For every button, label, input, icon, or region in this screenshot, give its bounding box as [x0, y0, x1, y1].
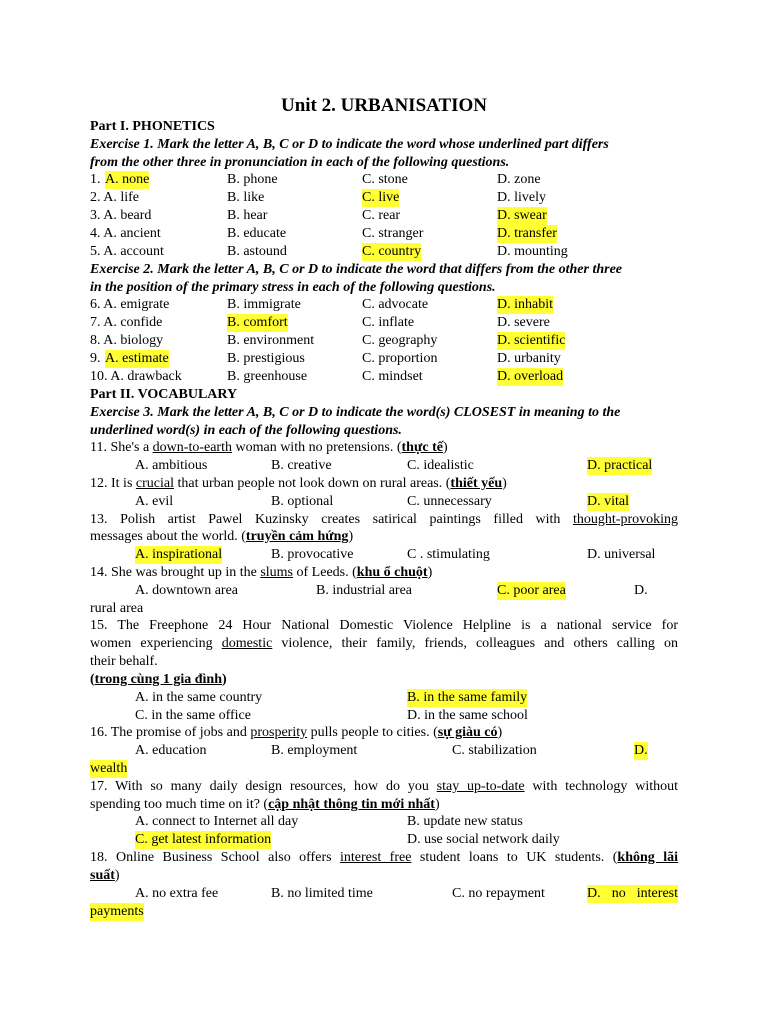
question-17-stem: 17. With so many daily design resources, how do you stay up-to-date with technology without — [90, 779, 678, 794]
option-9a-answer: A. estimate — [105, 351, 169, 366]
question-16-options-cont — [90, 760, 678, 778]
question-15-translation: (trong cùng 1 gia đình) — [90, 672, 227, 687]
exercise-1-instruction-cont: from the other three in pronunciation in each of the following questions. — [90, 155, 510, 170]
question-18-stem: 18. Online Business School also offers interest free student loans to UK students. (không lãi — [90, 850, 679, 865]
question-9: 9. A. estimate B. prestigious C. proportion D. urbanity — [90, 351, 561, 366]
question-15-options-row1: A. in the same country B. in the same family — [135, 690, 528, 705]
question-17-options-row1: A. connect to Internet all day B. update new status — [135, 814, 523, 829]
question-3: 3. A. beard B. hear C. rear D. swear — [90, 208, 547, 223]
exercise-2-instruction: Exercise 2. Mark the letter A, B, C or D to indicate the word that differs from the other three — [90, 262, 623, 277]
question-5: 5. A. account B. astound C. country D. mounting — [90, 244, 568, 259]
question-4: 4. A. ancient B. educate C. stranger D. transfer — [90, 226, 557, 241]
option-17c-answer: C. get latest information — [135, 832, 272, 847]
option-8d-answer: D. scientific — [497, 333, 566, 348]
option-18d-answer: D. no interest — [587, 886, 678, 901]
question-15-options-row2: C. in the same office D. in the same school — [135, 708, 528, 723]
question-2: 2. A. life B. like C. live D. lively — [90, 190, 546, 205]
question-17-stem-cont: spending too much time on it? (cập nhật thông tin mới nhất) — [90, 797, 440, 812]
exercise-3-instruction-cont: underlined word(s) in each of the following questions. — [90, 423, 402, 438]
option-3d-answer: D. swear — [497, 208, 547, 223]
option-7b-answer: B. comfort — [227, 315, 288, 330]
question-11-stem: 11. She's a down-to-earth woman with no pretensions. (thực tế) — [90, 440, 448, 455]
question-13-stem-cont: messages about the world. (truyền cảm hứng) — [90, 529, 354, 544]
question-14-options-cont: rural area — [90, 601, 144, 616]
question-6: 6. A. emigrate B. immigrate C. advocate D. inhabit — [90, 297, 553, 312]
option-2c-answer: C. live — [362, 190, 400, 205]
option-16d-answer-cont: wealth — [90, 761, 128, 776]
question-8: 8. A. biology B. environment C. geography D. scientific — [90, 333, 566, 348]
question-13-stem: 13. Polish artist Pawel Kuzinsky creates satirical paintings filled with thought-provoking — [90, 512, 678, 527]
page-title: Unit 2. URBANISATION — [280, 95, 488, 116]
part-1-heading: Part I. PHONETICS — [90, 119, 215, 134]
question-18-options: A. no extra fee B. no limited time C. no repayment D. no interest — [135, 886, 678, 901]
exercise-1-instruction: Exercise 1. Mark the letter A, B, C or D to indicate the word whose underlined part differs — [90, 137, 609, 152]
question-12-stem: 12. It is crucial that urban people not look down on rural areas. (thiết yếu) — [90, 476, 507, 491]
option-10d-answer: D. overload — [497, 369, 564, 384]
question-15-stem-end: their behalf. — [90, 654, 158, 669]
option-5c-answer: C. country — [362, 244, 422, 259]
option-1a-answer: A. none — [105, 172, 150, 187]
question-1: 1. A. none B. phone C. stone D. zone — [90, 172, 541, 187]
question-14-stem: 14. She was brought up in the slums of Leeds. (khu ổ chuột) — [90, 565, 433, 580]
question-13-options: A. inspirational B. provocative C . stimulating D. universal — [135, 547, 656, 562]
option-16d-answer: D. — [634, 743, 648, 758]
question-16-stem: 16. The promise of jobs and prosperity pulls people to cities. (sự giàu có) — [90, 725, 503, 740]
question-10: 10. A. drawback B. greenhouse C. mindset D. overload — [90, 369, 564, 384]
question-18-stem-cont: suất) — [90, 868, 120, 883]
question-15-stem-cont: women experiencing domestic violence, their family, friends, colleagues and others calling on — [90, 636, 679, 651]
question-11-options: A. ambitious B. creative C. idealistic D. practical — [135, 458, 653, 473]
option-4d-answer: D. transfer — [497, 226, 557, 241]
question-12-options: A. evil B. optional C. unnecessary D. vital — [135, 494, 629, 509]
question-16-options: A. education B. employment C. stabilization D. — [135, 743, 648, 758]
exercise-3-instruction: Exercise 3. Mark the letter A, B, C or D to indicate the word(s) CLOSEST in meaning to the — [90, 405, 621, 420]
exercise-2-instruction-cont: in the position of the primary stress in each of the following questions. — [90, 280, 496, 295]
option-18d-answer-cont: payments — [90, 904, 144, 919]
option-13a-answer: A. inspirational — [135, 547, 223, 562]
option-14c-answer: C. poor area — [497, 583, 566, 598]
option-15b-answer: B. in the same family — [407, 690, 528, 705]
option-11d-answer: D. practical — [587, 458, 653, 473]
option-6d-answer: D. inhabit — [497, 297, 553, 312]
part-2-heading: Part II. VOCABULARY — [90, 387, 238, 402]
option-12d-answer: D. vital — [587, 494, 629, 509]
question-15-stem: 15. The Freephone 24 Hour National Domestic Violence Helpline is a national service for — [90, 618, 678, 633]
question-14-options: A. downtown area B. industrial area C. poor area D. — [135, 583, 648, 598]
question-18-options-cont — [90, 903, 678, 921]
question-17-options-row2: C. get latest information D. use social network daily — [135, 832, 560, 847]
question-7: 7. A. confide B. comfort C. inflate D. severe — [90, 315, 550, 330]
